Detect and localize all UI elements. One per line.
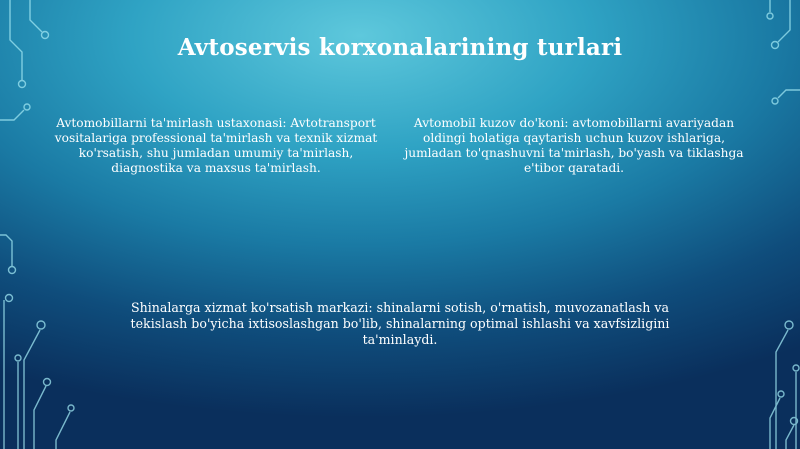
repair-workshop-text: Avtomobillarni ta'mirlash ustaxonasi: Avtotransport vositalariga professional ta'mirlash va texnik xizmat ko'rsatish, shu jumladan umumiy ta'mirlash, diagnostika va maxsus ta'mirlash. xyxy=(54,116,378,175)
tire-center-text: Shinalarga xizmat ko'rsatish markazi: shinalarni sotish, o'rnatish, muvozanatlash va tekislash bo'yicha ixtisoslashgan bo'lib, shinalarning optimal ishlashi va xavfsizligini ta'minlaydi. xyxy=(130,300,670,347)
circuit-decoration-left xyxy=(0,0,90,449)
slide-title: Avtoservis korxonalarining turlari xyxy=(177,34,623,61)
circuit-decoration-right xyxy=(710,0,800,449)
body-shop-text: Avtomobil kuzov do'koni: avtomobillarni avariyadan oldingi holatiga qaytarish uchun kuzov ishlariga, jumladan to'qnashuvni ta'mirlash, bo'yash va tiklashga e'tibor qaratadi. xyxy=(404,116,744,175)
